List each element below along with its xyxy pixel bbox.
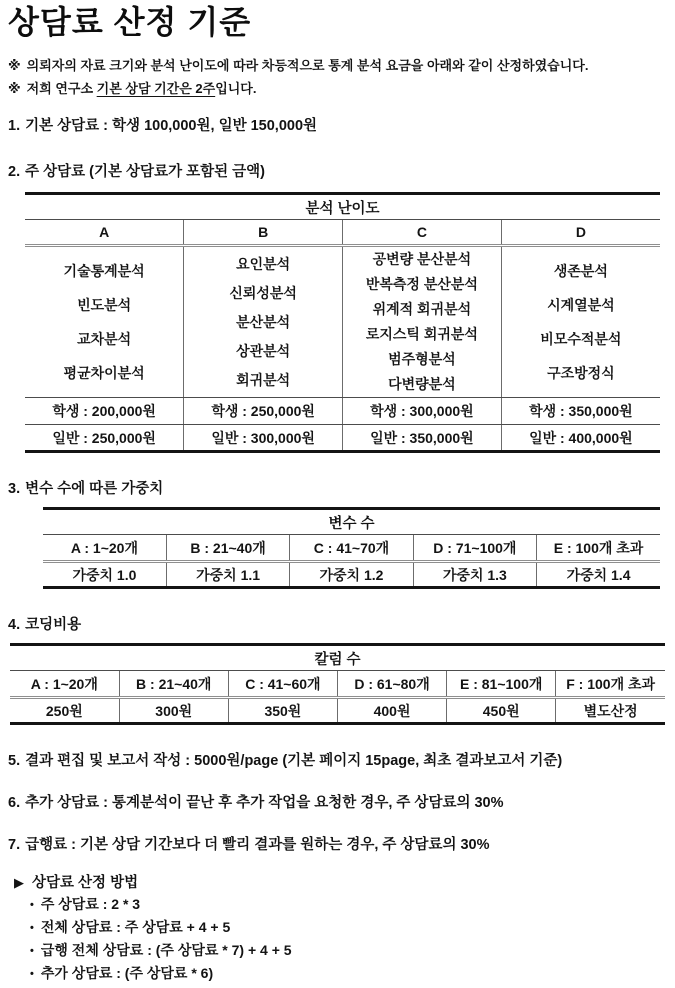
method-bullet-weekly: [8, 893, 667, 916]
bullet-text: 추가 상담료 : (주 상담료 * 6): [40, 965, 214, 981]
section-text: 추가 상담료 : 통계분석이 끝난 후 추가 작업을 요청한 경우, 주 상담료의 30%: [25, 795, 504, 811]
range-cell: F : 100개 초과: [556, 671, 665, 698]
method-item: 생존분석: [553, 263, 608, 279]
variable-weight-table: [43, 507, 660, 589]
table-caption: 칼럼 수: [10, 645, 665, 671]
range-cell: B : 21~40개: [119, 671, 228, 698]
bullet-icon: •: [30, 899, 34, 911]
note-underlined-text: 기본 상담 기간은 2주: [96, 81, 216, 96]
calculation-method-section: [8, 873, 667, 985]
method-item: 교차분석: [77, 331, 132, 347]
student-price-row: [25, 398, 660, 425]
column-header-d: D: [501, 220, 660, 246]
difficulty-fee-table: [25, 192, 660, 453]
weight-cell: 가중치 1.0: [43, 562, 166, 588]
section-number: 6.: [8, 795, 21, 811]
section-basic-fee: [8, 116, 667, 136]
student-price: 학생 : 300,000원: [343, 398, 502, 425]
section-rush-fee: [8, 835, 667, 855]
methods-row: [25, 246, 660, 398]
section-number: 2.: [8, 164, 21, 180]
method-item: 요인분석: [236, 255, 291, 272]
method-item: 상관분석: [236, 342, 291, 359]
method-item: 위계적 회귀분석: [372, 301, 472, 317]
weight-cell: 가중치 1.3: [413, 562, 536, 588]
weight-cell: 가중치 1.1: [166, 562, 289, 588]
table-caption-row: [25, 194, 660, 220]
method-item: 구조방정식: [547, 365, 615, 381]
coding-price-cell: 400원: [337, 698, 446, 724]
reference-mark-icon: ※: [8, 81, 21, 96]
table-caption: 분석 난이도: [25, 194, 660, 220]
range-cell: B : 21~40개: [166, 535, 289, 562]
range-cell: D : 61~80개: [337, 671, 446, 698]
method-bullet-additional: [8, 962, 667, 985]
reference-mark-icon: ※: [8, 58, 21, 73]
coding-price-cell: 별도산정: [556, 698, 665, 724]
table-caption-row: [43, 509, 660, 535]
method-item: 반복측정 분산분석: [365, 276, 478, 292]
method-item: 빈도분석: [77, 297, 132, 313]
bullet-icon: •: [30, 968, 34, 980]
section-variable-weight: [8, 479, 667, 499]
method-bullet-rush-total: [8, 939, 667, 962]
calculation-method-title: [8, 873, 667, 893]
methods-cell-a: [25, 246, 184, 398]
general-price-row: [25, 425, 660, 452]
column-header-c: C: [343, 220, 502, 246]
triangle-marker-icon: ▶: [14, 875, 24, 890]
coding-price-cell: 300원: [119, 698, 228, 724]
method-item: 공변량 분산분석: [372, 251, 472, 267]
table-caption: 변수 수: [43, 509, 660, 535]
page-title: 상담료 산정 기준: [8, 4, 252, 40]
section-number: 7.: [8, 837, 21, 853]
coding-cost-table: [10, 643, 665, 725]
range-row: [43, 535, 660, 562]
note-base-period: [8, 77, 667, 100]
range-cell: E : 81~100개: [447, 671, 556, 698]
section-number: 4.: [8, 617, 21, 633]
section-additional-fee: [8, 793, 667, 813]
method-item: 기술통계분석: [63, 263, 145, 279]
method-item: 회귀분석: [236, 371, 291, 388]
method-item: 다변량분석: [388, 376, 456, 392]
range-cell: A : 1~20개: [43, 535, 166, 562]
column-header-a: A: [25, 220, 184, 246]
section-number: 1.: [8, 118, 21, 134]
weight-row: [43, 562, 660, 588]
range-cell: C : 41~60개: [228, 671, 337, 698]
bullet-text: 급행 전체 상담료 : (주 상담료 * 7) + 4 + 5: [40, 942, 292, 958]
method-item: 범주형분석: [388, 351, 456, 367]
bullet-icon: •: [30, 945, 34, 957]
method-item: 분산분석: [236, 313, 291, 330]
student-price: 학생 : 250,000원: [184, 398, 343, 425]
student-price: 학생 : 350,000원: [501, 398, 660, 425]
section-number: 5.: [8, 753, 21, 769]
method-item: 신뢰성분석: [229, 284, 297, 301]
section-text: 변수 수에 따른 가중치: [25, 481, 164, 497]
range-cell: C : 41~70개: [290, 535, 413, 562]
range-cell: E : 100개 초과: [537, 535, 660, 562]
note-text: 입니다.: [215, 81, 257, 96]
bullet-text: 주 상담료 : 2 * 3: [40, 896, 141, 912]
table-caption-row: [10, 645, 665, 671]
methods-cell-c: [343, 246, 502, 398]
coding-price-row: [10, 698, 665, 724]
section-text: 주 상담료 (기본 상담료가 포함된 금액): [25, 164, 265, 180]
range-cell: D : 71~100개: [413, 535, 536, 562]
column-header-b: B: [184, 220, 343, 246]
general-price: 일반 : 400,000원: [501, 425, 660, 452]
note-fee-basis: [8, 54, 667, 77]
range-cell: A : 1~20개: [10, 671, 119, 698]
general-price: 일반 : 250,000원: [25, 425, 184, 452]
method-item: 시계열분석: [547, 297, 615, 313]
bullet-icon: •: [30, 922, 34, 934]
general-price: 일반 : 350,000원: [343, 425, 502, 452]
method-bullet-total: [8, 916, 667, 939]
coding-price-cell: 450원: [447, 698, 556, 724]
section-report-fee: [8, 751, 667, 771]
table-header-row: [25, 220, 660, 246]
note-text: 의뢰자의 자료 크기와 분석 난이도에 따라 차등적으로 통계 분석 요금을 아래와 같이 산정하였습니다.: [26, 58, 589, 73]
section-coding-cost: [8, 615, 667, 635]
method-item: 비모수적분석: [540, 331, 622, 347]
coding-price-cell: 350원: [228, 698, 337, 724]
section-number: 3.: [8, 481, 21, 497]
method-title-text: 상담료 산정 방법: [32, 875, 139, 891]
section-text: 코딩비용: [25, 617, 82, 633]
method-item: 로지스틱 회귀분석: [365, 326, 478, 342]
section-text: 기본 상담료 : 학생 100,000원, 일반 150,000원: [25, 118, 318, 134]
note-text: 저희 연구소: [26, 81, 97, 96]
section-text: 결과 편집 및 보고서 작성 : 5000원/page (기본 페이지 15page, 최초 결과보고서 기준): [25, 753, 563, 769]
student-price: 학생 : 200,000원: [25, 398, 184, 425]
section-text: 급행료 : 기본 상담 기간보다 더 빨리 결과를 원하는 경우, 주 상담료의 30%: [25, 837, 490, 853]
general-price: 일반 : 300,000원: [184, 425, 343, 452]
methods-cell-b: [184, 246, 343, 398]
method-item: 평균차이분석: [63, 365, 145, 381]
coding-price-cell: 250원: [10, 698, 119, 724]
bullet-text: 전체 상담료 : 주 상담료 + 4 + 5: [40, 919, 231, 935]
range-row: [10, 671, 665, 698]
section-weekly-fee: [8, 162, 667, 182]
weight-cell: 가중치 1.2: [290, 562, 413, 588]
methods-cell-d: [501, 246, 660, 398]
weight-cell: 가중치 1.4: [537, 562, 660, 588]
